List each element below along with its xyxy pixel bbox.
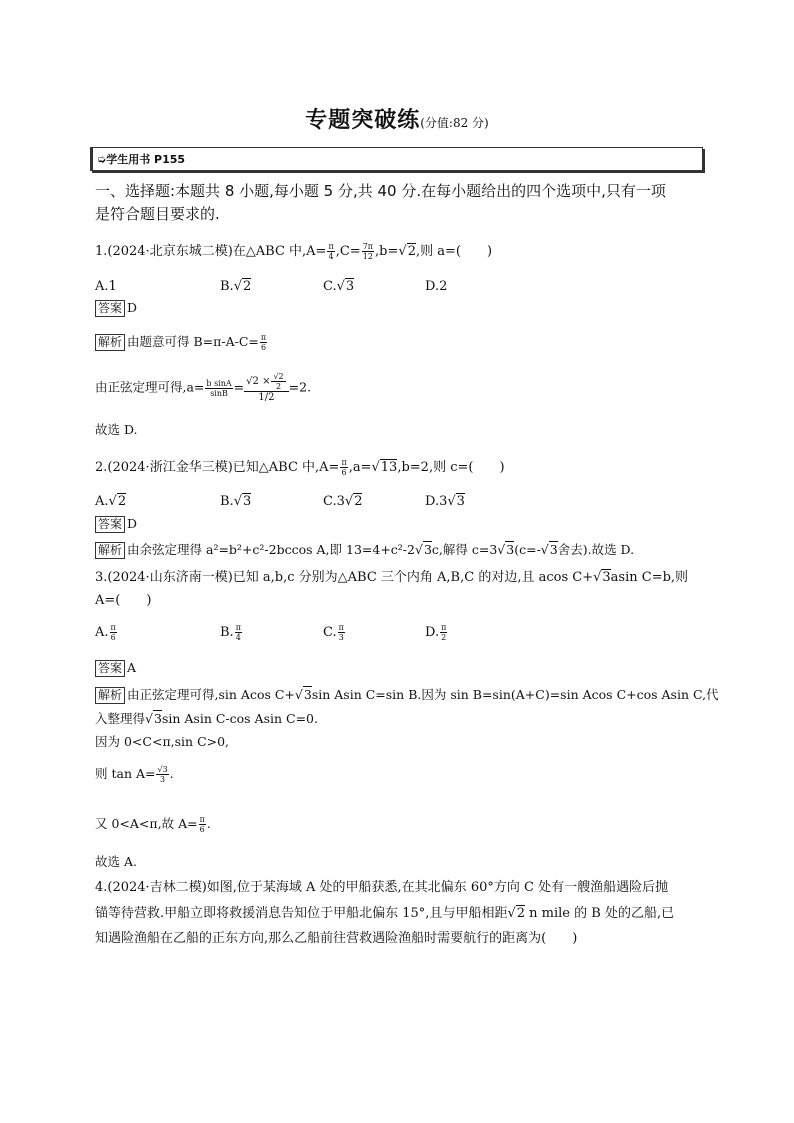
q2-option-a-label: A. bbox=[95, 494, 109, 509]
q3-an2-rad: 3 bbox=[153, 711, 162, 726]
q4-line2-b: n mile 的 B 处的乙船,已 bbox=[525, 906, 675, 921]
q2-stem-b: ,a= bbox=[348, 460, 372, 475]
q1-stem-a: 1.(2024·北京东城二模)在△ABC 中,A= bbox=[95, 244, 327, 259]
q1-option-c-label: C. bbox=[323, 279, 337, 294]
q2-frac-den: 6 bbox=[341, 468, 347, 477]
q3-option-c-label: C. bbox=[323, 625, 337, 640]
question-4-line3: 知遇险渔船在乙船的正东方向,那么乙船前往营救遇险渔船时需要航行的距离为( ) bbox=[95, 931, 578, 946]
section-heading-line1: 一、选择题:本题共 8 小题,每小题 5 分,共 40 分.在每小题给出的四个选项中,只有一项 bbox=[95, 182, 666, 200]
question-2-stem bbox=[95, 456, 505, 477]
score-text: (分值:82 分) bbox=[420, 116, 489, 130]
q2-a-rad: 13 bbox=[380, 460, 398, 475]
q1-an2-f1n: b sinA bbox=[206, 378, 232, 388]
q3-an5-a: 又 0<A<π,故 A= bbox=[95, 816, 198, 831]
q1-option-c-rad: 3 bbox=[345, 279, 355, 294]
q3-analysis-line4 bbox=[95, 764, 174, 784]
q2-an-sqrt2 bbox=[497, 541, 514, 557]
q3-an4-a: 则 tan A= bbox=[95, 766, 156, 781]
q3-answer-value: A bbox=[127, 660, 137, 675]
q1-an1-num: π bbox=[260, 333, 267, 342]
q3-option-a-label: A. bbox=[95, 625, 109, 640]
q1-an2-inner-n: √2 bbox=[273, 372, 284, 381]
q1-an2-f2-num bbox=[244, 372, 288, 392]
q3-stem1-b: asin C=b,则 bbox=[610, 570, 689, 585]
page-title bbox=[0, 103, 794, 134]
q1-option-d: D.2 bbox=[425, 279, 448, 294]
q2-option-b-label: B. bbox=[220, 494, 234, 509]
q2-option-b-rad: 3 bbox=[242, 494, 252, 509]
q2-an-b: c,解得 c=3 bbox=[431, 542, 498, 557]
section-heading-line2: 是符合题目要求的. bbox=[95, 205, 220, 223]
q1-an2-f2d: 1/2 bbox=[258, 392, 275, 403]
q3-option-b-label: B. bbox=[220, 625, 234, 640]
q3-option-d-num: π bbox=[441, 623, 447, 632]
q2-an-rad3: 3 bbox=[549, 542, 558, 557]
q2-an-c: (c=- bbox=[514, 542, 541, 557]
question-3-stem-line1 bbox=[95, 566, 688, 585]
q1-frac-a-den: 4 bbox=[328, 252, 334, 261]
q2-frac-num: π bbox=[341, 458, 347, 467]
q3-option-d-label: D. bbox=[425, 625, 440, 640]
q1-frac-a-num: π bbox=[328, 242, 334, 251]
q2-option-c-sqrt bbox=[345, 493, 363, 509]
q2-option-c bbox=[323, 494, 362, 509]
q1-an2-frac2 bbox=[244, 372, 288, 404]
q2-frac bbox=[340, 458, 347, 477]
q1-option-c-sqrt bbox=[337, 278, 355, 294]
q1-frac-c-num: 7π bbox=[362, 242, 374, 251]
q3-answer-tag: 答案 bbox=[95, 660, 125, 677]
q1-answer-value: D bbox=[127, 300, 138, 315]
q3-an5-den: 6 bbox=[199, 825, 205, 834]
q2-option-d-sqrt bbox=[447, 493, 465, 509]
q1-stem-b: ,C= bbox=[335, 244, 361, 259]
title-text: 专题突破练 bbox=[305, 108, 421, 133]
q3-an1-b: sin Asin C=sin B.因为 sin B=sin(A+C)=sin Acos C+cos Asin C,代 bbox=[311, 687, 719, 702]
q1-analysis-line3: 故选 D. bbox=[95, 422, 138, 437]
q1-an2-f2n-pre: √2 × bbox=[246, 376, 271, 387]
q3-stem-sqrt bbox=[593, 569, 611, 585]
q1-b-sqrt bbox=[398, 243, 416, 259]
q3-stem1-a: 3.(2024·山东济南一模)已知 a,b,c 分别为△ABC 三个内角 A,B,C 的对边,且 acos C+ bbox=[95, 570, 594, 585]
q2-an-rad2: 3 bbox=[506, 542, 515, 557]
q2-option-c-rad: 2 bbox=[354, 494, 363, 509]
q3-option-a bbox=[95, 623, 118, 642]
q1-an2-f2n-inner bbox=[271, 372, 285, 391]
q2-option-d bbox=[425, 494, 465, 509]
q1-an2-f1d: sinB bbox=[210, 388, 228, 398]
q1-option-b-sqrt bbox=[234, 278, 252, 294]
q3-option-a-frac bbox=[110, 623, 117, 642]
q3-option-d-den: 2 bbox=[441, 633, 447, 642]
q4-rad: 2 bbox=[516, 906, 526, 921]
q3-an4-num: √3 bbox=[157, 765, 168, 774]
q1-answer bbox=[95, 300, 137, 317]
q1-frac-a bbox=[327, 242, 334, 261]
q3-an2-b: sin Asin C-cos Asin C=0. bbox=[161, 711, 318, 726]
q3-analysis-line1 bbox=[95, 685, 719, 704]
banner-label: ➭学生用书 P155 bbox=[97, 153, 186, 166]
q3-option-a-num: π bbox=[110, 623, 116, 632]
q2-stem-c: ,b=2,则 c=( ) bbox=[397, 460, 505, 475]
q1-option-a: A.1 bbox=[95, 279, 117, 294]
q3-option-b-den: 4 bbox=[235, 633, 241, 642]
q1-an2-a: 由正弦定理可得,a= bbox=[95, 379, 205, 395]
q1-option-b-label: B. bbox=[220, 279, 234, 294]
q3-an2-sqrt bbox=[145, 710, 162, 726]
student-book-banner bbox=[90, 147, 703, 171]
q3-an1-sqrt bbox=[295, 686, 312, 702]
q1-answer-tag: 答案 bbox=[95, 300, 125, 317]
question-4-line2 bbox=[95, 902, 674, 921]
q1-analysis-tag: 解析 bbox=[95, 334, 125, 351]
q3-an1-a: 由正弦定理可得,sin Acos C+ bbox=[127, 687, 295, 702]
q3-an4-b: . bbox=[169, 766, 174, 781]
q2-option-a bbox=[95, 494, 126, 509]
q2-answer-tag: 答案 bbox=[95, 516, 125, 533]
q3-an4-den: 3 bbox=[160, 775, 166, 784]
q3-option-c-frac bbox=[338, 623, 345, 642]
q3-an4-frac bbox=[156, 765, 168, 784]
q2-answer bbox=[95, 516, 137, 533]
q3-option-c bbox=[323, 623, 346, 642]
q2-option-b bbox=[220, 494, 251, 509]
q1-an1-den: 6 bbox=[260, 343, 267, 352]
q1-an2-eq: = bbox=[233, 379, 245, 395]
q3-option-c-den: 3 bbox=[338, 633, 344, 642]
q3-an5-frac bbox=[199, 815, 206, 834]
q1-an2-inner-d: 2 bbox=[276, 382, 282, 391]
q2-analysis bbox=[95, 540, 634, 559]
q3-option-a-den: 6 bbox=[110, 633, 116, 642]
q2-option-d-label: D.3 bbox=[425, 494, 448, 509]
q1-stem-d: ,则 a=( ) bbox=[415, 244, 493, 259]
q1-analysis-line1 bbox=[95, 332, 268, 352]
question-1-stem bbox=[95, 240, 492, 261]
q3-answer bbox=[95, 660, 136, 677]
q1-option-b bbox=[220, 279, 251, 294]
q3-an5-num: π bbox=[199, 815, 205, 824]
q1-an2-end: =2. bbox=[288, 379, 312, 395]
q3-option-b-num: π bbox=[235, 623, 241, 632]
q2-a-sqrt bbox=[371, 459, 397, 475]
q1-option-c bbox=[323, 279, 354, 294]
q3-analysis-line6: 故选 A. bbox=[95, 854, 137, 869]
q3-option-c-num: π bbox=[338, 623, 344, 632]
q3-option-d bbox=[425, 623, 448, 642]
q1-frac-c-den: 12 bbox=[362, 252, 373, 261]
q1-an1-frac bbox=[260, 333, 267, 352]
q2-an-sqrt3 bbox=[541, 541, 558, 557]
q1-an2-frac1 bbox=[205, 379, 232, 398]
q3-option-b-frac bbox=[235, 623, 242, 642]
q3-stem-rad: 3 bbox=[602, 570, 611, 585]
q3-analysis-line3: 因为 0<C<π,sin C>0, bbox=[95, 734, 230, 749]
q4-line2-a: 锚等待营救.甲船立即将救援消息告知位于甲船北偏东 15°,且与甲船相距 bbox=[95, 906, 508, 921]
q1-stem-c: ,b= bbox=[375, 244, 399, 259]
q3-analysis-line2 bbox=[95, 709, 318, 727]
q1-b-rad: 2 bbox=[407, 244, 416, 259]
q3-analysis-tag: 解析 bbox=[95, 687, 125, 704]
q2-an-sqrt1 bbox=[415, 541, 432, 557]
q1-analysis-line2 bbox=[95, 372, 311, 404]
q1-an1-a: 由题意可得 B=π-A-C= bbox=[127, 334, 259, 349]
q3-an1-rad: 3 bbox=[303, 687, 312, 702]
q2-option-c-label: C.3 bbox=[323, 494, 345, 509]
q1-option-b-rad: 2 bbox=[242, 279, 252, 294]
q2-option-d-rad: 3 bbox=[456, 494, 465, 509]
q1-frac-c bbox=[362, 242, 374, 261]
q2-an-a: 由余弦定理得 a²=b²+c²-2bccos A,即 13=4+c²-2 bbox=[127, 542, 415, 557]
q3-an5-b: . bbox=[206, 816, 211, 831]
q2-option-b-sqrt bbox=[234, 493, 252, 509]
q3-option-d-frac bbox=[440, 623, 447, 642]
q2-option-a-sqrt bbox=[109, 493, 127, 509]
q2-stem-a: 2.(2024·浙江金华三模)已知△ABC 中,A= bbox=[95, 460, 340, 475]
q3-an2-a: 入整理得 bbox=[95, 711, 146, 726]
q2-analysis-tag: 解析 bbox=[95, 542, 125, 559]
q2-an-rad1: 3 bbox=[423, 542, 432, 557]
q3-analysis-line5 bbox=[95, 814, 211, 834]
q2-an-d: 舍去).故选 D. bbox=[557, 542, 635, 557]
q2-answer-value: D bbox=[127, 516, 138, 531]
q3-option-b bbox=[220, 623, 243, 642]
q2-option-a-rad: 2 bbox=[117, 494, 127, 509]
q4-sqrt bbox=[507, 905, 525, 921]
question-4-line1: 4.(2024·吉林二模)如图,位于某海域 A 处的甲船获悉,在其北偏东 60°方向 C 处有一艘渔船遇险后抛 bbox=[95, 880, 669, 895]
question-3-stem-line2: A=( ) bbox=[95, 593, 152, 608]
